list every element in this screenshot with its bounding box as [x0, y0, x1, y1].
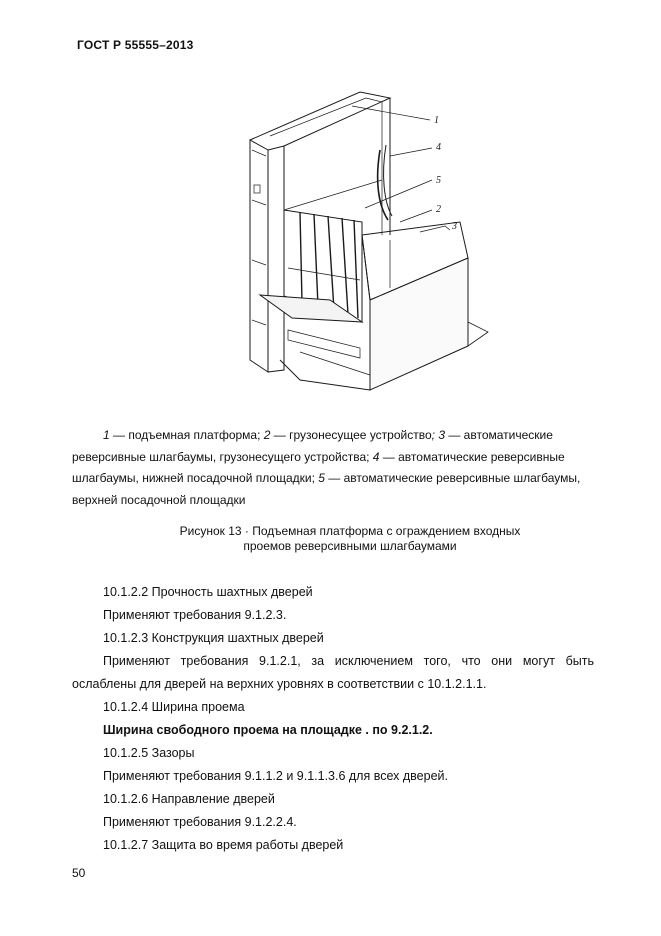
- callout-3: 3: [452, 221, 457, 232]
- shaft-top: [250, 92, 390, 235]
- legend-text-5b: верхней посадочной площадки: [72, 492, 246, 507]
- clause-10-1-2-3-text-line1: Применяют требования 9.1.2.1, за исключением того, что они могут быть: [103, 654, 594, 668]
- clause-10-1-2-6-heading: 10.1.2.6 Направление дверей: [103, 792, 275, 806]
- legend-sep-2: ;: [431, 428, 439, 442]
- landing-plate: [260, 295, 370, 375]
- clause-10-1-2-3-heading: 10.1.2.3 Конструкция шахтных дверей: [103, 631, 324, 645]
- callout-5: 5: [436, 175, 441, 186]
- clause-10-1-2-5-heading: 10.1.2.5 Зазоры: [103, 746, 195, 760]
- caption-line-1: Рисунок 13 · Подъемная платформа с ограждением входных: [179, 524, 521, 538]
- legend-num-5: 5: [318, 471, 325, 485]
- caption-line-2: проемов реверсивными шлагбаумами: [243, 539, 457, 553]
- callout-1: 1: [434, 115, 439, 126]
- legend-num-3: 3: [438, 428, 445, 442]
- legend-text-4b: шлагбаумы, нижней посадочной площадки;: [72, 471, 319, 485]
- legend-text-4a: — автоматические реверсивные: [379, 449, 565, 464]
- clause-10-1-2-3-text-line2: ослаблены для дверей на верхних уровнях в соответствии с 10.1.2.1.1.: [72, 677, 487, 691]
- clause-10-1-2-4-text: Ширина свободного проема на площадке . по 9.2.1.2.: [103, 723, 433, 737]
- page-number: 50: [72, 866, 86, 880]
- callout-2: 2: [436, 204, 441, 215]
- clause-10-1-2-2-text: Применяют требования 9.1.2.3.: [103, 608, 287, 622]
- clause-10-1-2-2-heading: 10.1.2.2 Прочность шахтных дверей: [103, 585, 313, 599]
- legend-text-5a: — автоматические реверсивные шлагбаумы,: [324, 471, 581, 485]
- clause-10-1-2-4-heading: 10.1.2.4 Ширина проема: [103, 700, 245, 714]
- platform-figure: [240, 90, 500, 400]
- legend-text-3b: реверсивные шлагбаумы, грузонесущего устройства;: [72, 449, 373, 464]
- legend-num-4: 4: [372, 449, 380, 464]
- clause-10-1-2-7-heading: 10.1.2.7 Защита во время работы дверей: [103, 838, 344, 852]
- body-text: [72, 581, 594, 857]
- legend-num-2: 2: [263, 428, 271, 442]
- clause-10-1-2-6-text: Применяют требования 9.1.2.2.4.: [103, 815, 297, 829]
- clause-10-1-2-5-text: Применяют требования 9.1.1.2 и 9.1.1.3.6 для всех дверей.: [103, 769, 448, 783]
- figure-caption: [160, 524, 540, 554]
- legend-text-1: — подъемная платформа;: [109, 428, 264, 442]
- legend-num-1: 1: [103, 428, 110, 442]
- shaft-column: [250, 140, 284, 372]
- legend-text-2: — грузонесущее устройство: [270, 428, 432, 442]
- legend-text-3a: — автоматические: [445, 428, 553, 442]
- callout-4: 4: [436, 142, 441, 153]
- figure-legend: [72, 425, 594, 511]
- document-header: ГОСТ Р 55555–2013: [77, 38, 194, 52]
